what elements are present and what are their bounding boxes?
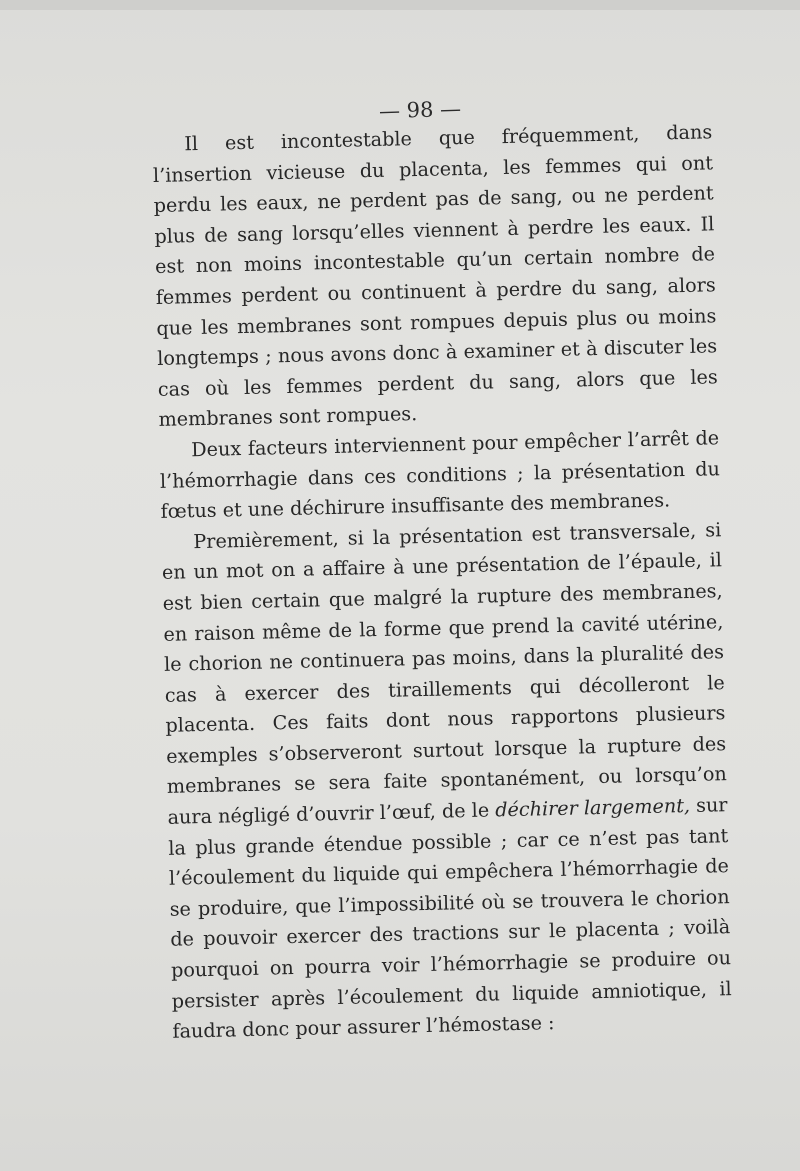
page-number: — 98 —	[378, 96, 462, 124]
emphasis-dechirer-largement: déchirer largement,	[494, 794, 691, 822]
body-text	[152, 117, 733, 1047]
paragraph-premierement-text-start: Premièrement, si la présentation est transversale, si en un mot on a affaire à une présentation de l’épaule, il est bien certain que malgré la rupture des membranes, en raison même de la forme que prend la cavité utérine, le chorion ne continuera pas moins, dans la pluralité des cas à exercer des tiraillements qui décolleront le placenta. Ces faits dont nous rapportons plusieurs exemples s’observeront surtout lorsque la rupture des membranes se sera faite spontanément, ou lorsqu’on aura négligé d’ouvrir l’œuf, de le	[161, 517, 728, 829]
paragraph-insertion-vicieuse: Il est incontestable que fréquemment, dans l’insertion vicieuse du placenta, les femmes qui ont perdu les eaux, ne perdent pas de sang, ou ne perdent plus de sang lorsqu’elles viennent à perdre les eaux. Il est non moins incontestable qu’un certain nombre de femmes perdent ou continuent à perdre du sang, alors que les membranes sont rompues depuis plus ou moins longtemps ; nous avons donc à examiner et à discuter les cas où les femmes perdent du sang, alors que les membranes sont rompues.	[152, 120, 718, 432]
paragraph-deux-facteurs: Deux facteurs interviennent pour empêcher l’arrêt de l’hémorrhagie dans ces conditions ; la présentation du fœtus et une déchirure insuffisante des membranes.	[159, 426, 721, 524]
page-top-edge	[0, 0, 800, 10]
paragraph-premierement-text-end: sur la plus grande étendue possible ; car ce n’est pas tant l’écoulement du liquide qui empêchera l’hémorrhagie de se produire, que l’impossibilité où se trouvera le chorion de pouvoir exercer des tractions sur le placenta ; voilà pourquoi on pourra voir l’hémorrhagie se produire ou persister après l’écoulement du liquide amniotique, il faudra donc pour assurer l’hémostase :	[168, 793, 732, 1043]
paragraph-premierement	[161, 515, 733, 1048]
